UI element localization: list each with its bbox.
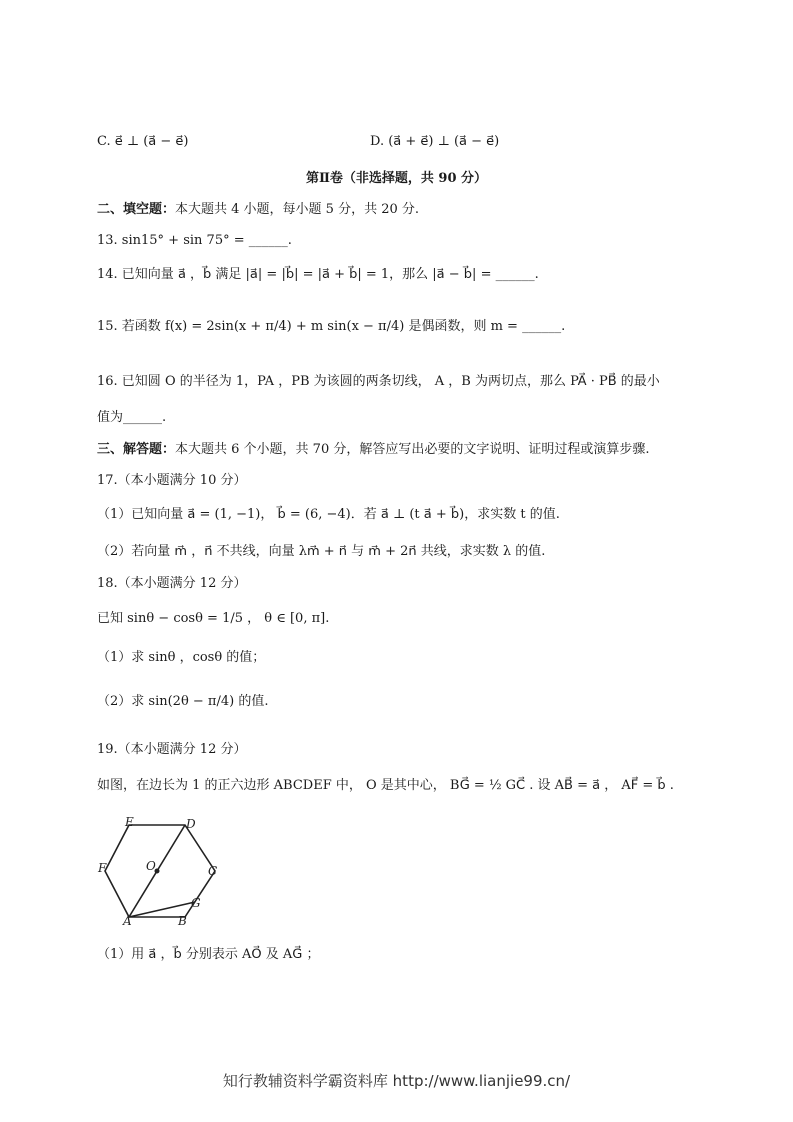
label-a: A	[123, 914, 132, 925]
label-c: C	[208, 864, 218, 878]
solve-desc: 本大题共 6 个小题，共 70 分，解答应写出必要的文字说明、证明过程或演算步骤.	[175, 442, 650, 457]
question-18-part1: （1）求 sinθ ，cosθ 的值；	[97, 650, 266, 665]
label-b: B	[178, 914, 187, 925]
fill-in-heading	[97, 201, 419, 219]
question-17-part2: （2）若向量 m⃗ ，n⃗ 不共线，向量 λm⃗ + n⃗ 与 m⃗ + 2n⃗ 共线，求实数 λ 的值.	[97, 544, 546, 559]
label-g: G	[191, 896, 201, 910]
question-15: 15. 若函数 f(x) = 2sin(x + π/4) + m sin(x − π/4) 是偶函数，则 m = ______.	[97, 319, 566, 334]
fill-in-header: 二、填空题：	[97, 202, 176, 217]
solve-header: 三、解答题：	[97, 442, 176, 457]
question-18-given: 已知 sinθ − cosθ = 1/5 ， θ ∈ [0, π].	[97, 611, 330, 626]
question-19: 19.（本小题满分 12 分）	[97, 742, 247, 757]
question-18-part2: （2）求 sin(2θ − π/4) 的值.	[97, 694, 269, 709]
question-19-desc: 如图，在边长为 1 的正六边形 ABCDEF 中， O 是其中心， BG⃗ = ½ GC⃗ . 设 AB⃗ = a⃗ ， AF⃗ = b⃗ .	[97, 778, 674, 793]
label-d: D	[186, 817, 196, 831]
question-19-part1: （1）用 a⃗ ，b⃗ 分别表示 AO⃗ 及 AG⃗ ；	[97, 947, 320, 962]
label-e: E	[125, 815, 134, 829]
question-17: 17.（本小题满分 10 分）	[97, 473, 247, 488]
solve-heading	[97, 441, 650, 459]
question-16-line1: 16. 已知圆 O 的半径为 1，PA ，PB 为该圆的两条切线， A ，B 为两切点，那么 PA⃗ · PB⃗ 的最小	[97, 374, 660, 389]
option-c: C. e⃗ ⊥ (a⃗ − e⃗)	[97, 134, 189, 149]
question-17-part1: （1）已知向量 a⃗ = (1, −1)， b⃗ = (6, −4)．若 a⃗ ⊥ (t a⃗ + b⃗)，求实数 t 的值.	[97, 507, 560, 522]
label-o: O	[146, 859, 156, 873]
question-16-line2: 值为______.	[97, 410, 167, 425]
label-f: F	[98, 861, 107, 875]
footer-watermark: 知行教辅资料学霸资料库 http://www.lianjie99.cn/	[222, 1072, 571, 1090]
question-18: 18.（本小题满分 12 分）	[97, 576, 247, 591]
hexagon-figure	[97, 815, 227, 925]
section2-title: 第Ⅱ卷（非选择题，共 90 分）	[305, 171, 488, 186]
option-d: D. (a⃗ + e⃗) ⊥ (a⃗ − e⃗)	[370, 134, 500, 149]
question-13: 13. sin15° + sin 75° = ______.	[97, 233, 292, 248]
fill-in-desc: 本大题共 4 小题，每小题 5 分，共 20 分.	[175, 202, 420, 217]
question-14: 14. 已知向量 a⃗ ，b⃗ 满足 |a⃗| = |b⃗| = |a⃗ + b⃗| = 1，那么 |a⃗ − b⃗| = ______.	[97, 267, 539, 282]
